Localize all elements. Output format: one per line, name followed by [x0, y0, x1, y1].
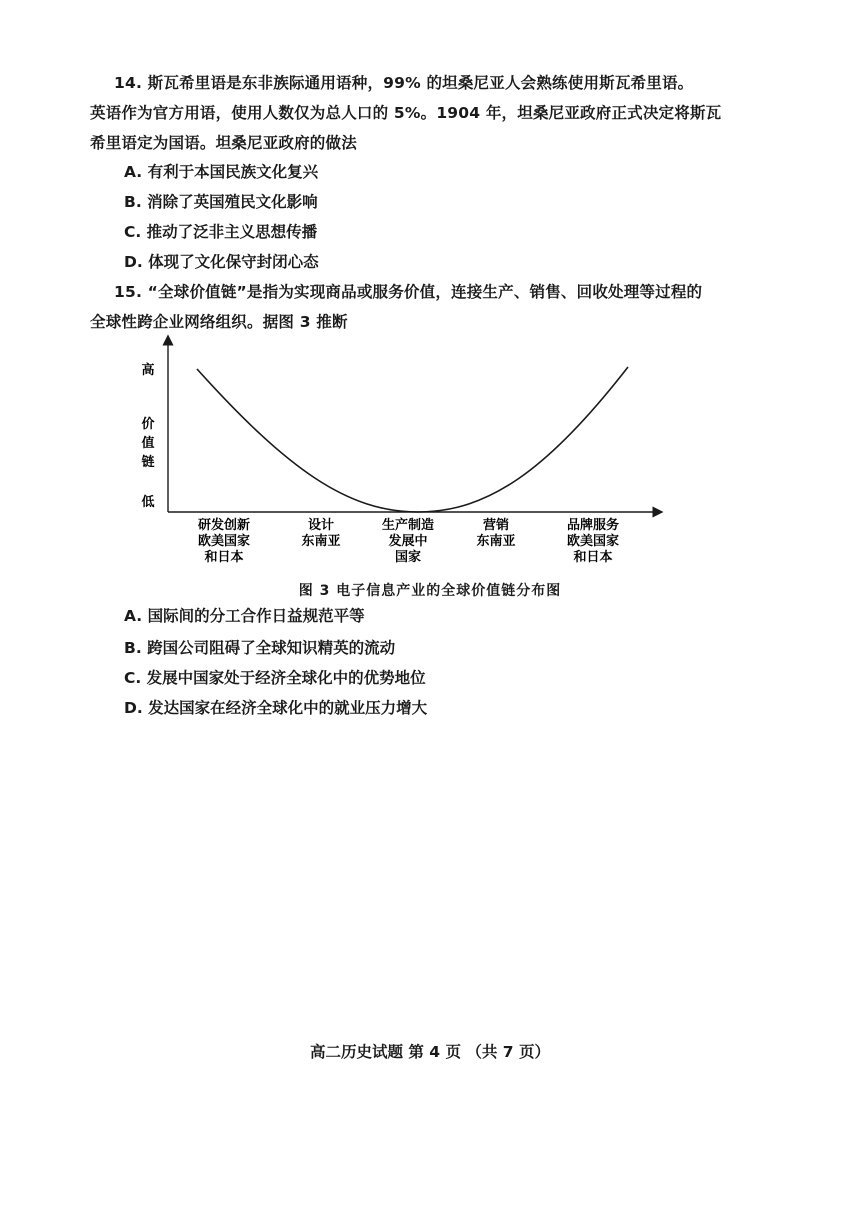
q15-option-d: D. 发达国家在经济全球化中的就业压力增大	[124, 699, 428, 717]
category-label: 生产制造	[381, 518, 435, 533]
q15-option-b: B. 跨国公司阻碍了全球知识精英的流动	[124, 639, 396, 657]
category-label: 发展中	[388, 534, 428, 549]
question-15	[90, 277, 780, 337]
category-label: 欧美国家	[197, 534, 251, 549]
category-label: 品牌服务	[566, 518, 620, 533]
question-14	[90, 68, 780, 158]
category-label: 和日本	[204, 550, 244, 565]
q15-option-a: A. 国际间的分工合作日益规范平等	[124, 607, 365, 625]
category-labels	[198, 517, 619, 565]
category-label: 设计	[307, 518, 335, 533]
q15-line-1: 15. “全球价值链”是指为实现商品或服务价值，连接生产、销售、回收处理等过程的	[114, 283, 703, 301]
y-axis-label-char: 价	[141, 417, 155, 432]
q14-option-d: D. 体现了文化保守封闭心态	[124, 253, 319, 271]
category-label: 营销	[482, 518, 510, 533]
figure-caption: 图 3 电子信息产业的全球价值链分布图	[298, 583, 562, 599]
category-label: 国家	[394, 550, 422, 565]
category-label: 欧美国家	[566, 534, 620, 549]
q14-line-3: 希里语定为国语。坦桑尼亚政府的做法	[90, 134, 357, 152]
q14-option-c: C. 推动了泛非主义思想传播	[124, 223, 318, 241]
y-axis-label-char: 链	[141, 455, 155, 470]
q14-line-2: 英语作为官方用语，使用人数仅为总人口的 5%。1904 年，坦桑尼亚政府正式决定将斯瓦	[90, 104, 722, 122]
value-chain-chart	[118, 330, 678, 570]
y-axis-label-char: 值	[141, 436, 155, 451]
category-label: 研发创新	[197, 518, 251, 533]
q15-line-2: 全球性跨企业网络组织。据图 3 推断	[90, 313, 348, 331]
category-label: 东南亚	[301, 534, 341, 549]
q14-option-b: B. 消除了英国殖民文化影响	[124, 193, 318, 211]
q14-option-a: A. 有利于本国民族文化复兴	[124, 163, 319, 181]
q14-line-1: 14. 斯瓦希里语是东非族际通用语种，99% 的坦桑尼亚人会熟练使用斯瓦希里语。	[114, 74, 694, 92]
category-label: 和日本	[573, 550, 613, 565]
category-label: 东南亚	[476, 534, 516, 549]
y-axis-label	[140, 416, 154, 470]
y-high-label: 高	[141, 363, 155, 378]
page-footer: 高二历史试题 第 4 页 （共 7 页）	[310, 1043, 550, 1061]
y-low-label: 低	[141, 495, 155, 510]
q15-option-c: C. 发展中国家处于经济全球化中的优势地位	[124, 669, 426, 687]
value-chain-curve	[197, 367, 628, 512]
